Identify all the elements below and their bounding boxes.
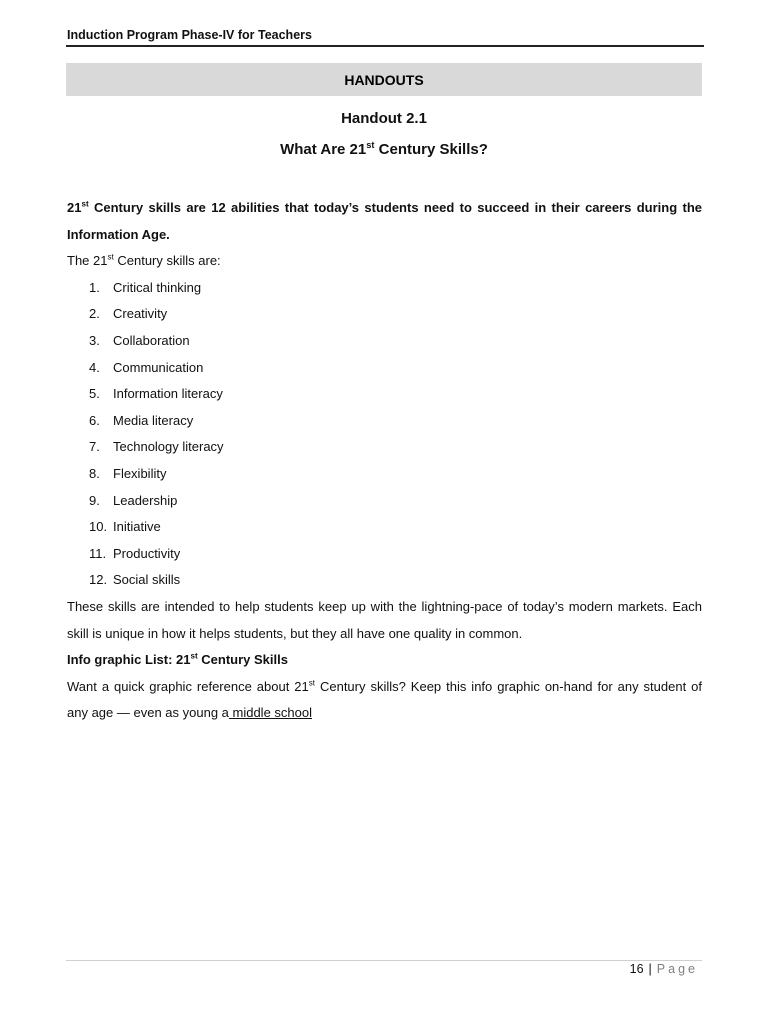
skill-label: Initiative [113, 519, 161, 535]
infographic-heading-suffix: Century Skills [197, 652, 288, 668]
skill-item [67, 301, 702, 328]
skill-number-text: 11. [89, 545, 107, 561]
skill-label: Creativity [113, 306, 168, 322]
skill-item [67, 434, 702, 461]
list-intro-suffix: Century skills are: [113, 253, 221, 269]
skill-item [67, 461, 702, 488]
skill-number [67, 461, 113, 488]
page-footer [630, 962, 698, 976]
title-suffix: Century Skills? [374, 141, 488, 158]
skill-number [67, 381, 113, 408]
middle-school-link[interactable]: middle school [228, 705, 312, 721]
skill-number [67, 567, 113, 594]
page-label: Page [656, 962, 698, 976]
skill-label: Communication [113, 359, 204, 375]
skill-number [67, 355, 113, 382]
skill-label: Collaboration [113, 332, 190, 348]
skill-number [67, 514, 113, 541]
infographic-para-prefix: Want a quick graphic reference about 21 [67, 678, 309, 694]
skill-item [67, 275, 702, 302]
skill-number-text: 10. [89, 519, 108, 535]
skill-label: Flexibility [113, 465, 167, 481]
skill-label: Critical thinking [113, 279, 202, 295]
footer-separator: | [648, 962, 652, 976]
skill-number-text: 9. [89, 492, 100, 508]
intro-sup: st [81, 199, 89, 209]
handout-number: Handout 2.1 [341, 110, 427, 127]
skill-label: Leadership [113, 492, 178, 508]
title-sup: st [366, 140, 375, 150]
skill-number [67, 301, 113, 328]
skill-item [67, 408, 702, 435]
main-title [66, 141, 702, 158]
skill-number-text: 7. [89, 439, 100, 455]
infographic-paragraph [67, 674, 702, 727]
skills-purpose-paragraph: These skills are intended to help students keep up with the lightning-pace of today’s modern markets. Each skill is unique in how it helps students, but they all have one quality in common. [67, 598, 702, 641]
handouts-banner [66, 63, 702, 96]
skill-item [67, 328, 702, 355]
skill-number-text: 1. [89, 279, 100, 295]
infographic-para-sup: st [308, 678, 316, 688]
intro-prefix: 21 [67, 200, 82, 215]
list-intro-sup: st [107, 252, 114, 262]
skill-number-text: 4. [89, 359, 100, 375]
infographic-heading-sup: st [190, 651, 198, 661]
skill-item [67, 355, 702, 382]
skill-number [67, 275, 113, 302]
footer-rule [66, 960, 702, 961]
infographic-para-middle: Century skills? Keep this info graphic on-hand for any student of any age — even as young a [67, 678, 702, 721]
skill-label: Technology literacy [113, 439, 224, 455]
skill-number [67, 408, 113, 435]
skill-item [67, 381, 702, 408]
skill-item [67, 514, 702, 541]
skill-number-text: 3. [89, 332, 100, 348]
skill-number-text: 12. [89, 572, 108, 588]
skill-number [67, 488, 113, 515]
skill-label: Media literacy [113, 412, 194, 428]
skill-number-text: 8. [89, 465, 100, 481]
list-intro [67, 248, 702, 275]
skill-item [67, 488, 702, 515]
skills-list [67, 275, 702, 594]
infographic-heading-prefix: Info graphic List: 21 [67, 652, 191, 668]
content-body [67, 195, 702, 727]
page-header-title: Induction Program Phase-IV for Teachers [67, 28, 312, 42]
infographic-heading [67, 647, 702, 674]
page-number: 16 [629, 962, 644, 976]
skill-label: Information literacy [113, 386, 223, 402]
intro-paragraph [67, 195, 702, 248]
skill-number [67, 434, 113, 461]
skill-item [67, 541, 702, 568]
skill-number-text: 2. [89, 306, 100, 322]
skill-number-text: 5. [89, 386, 100, 402]
skill-number [67, 541, 113, 568]
title-prefix: What Are 21 [280, 141, 367, 158]
skill-number-text: 6. [89, 412, 100, 428]
header-rule [66, 45, 704, 47]
skill-label: Social skills [113, 572, 181, 588]
banner-label: HANDOUTS [344, 71, 424, 88]
list-intro-prefix: The 21 [67, 253, 108, 269]
skill-item [67, 567, 702, 594]
skill-label: Productivity [113, 545, 181, 561]
intro-suffix: Century skills are 12 abilities that today’s students need to succeed in their careers during the Information Age. [67, 200, 702, 242]
skill-number [67, 328, 113, 355]
